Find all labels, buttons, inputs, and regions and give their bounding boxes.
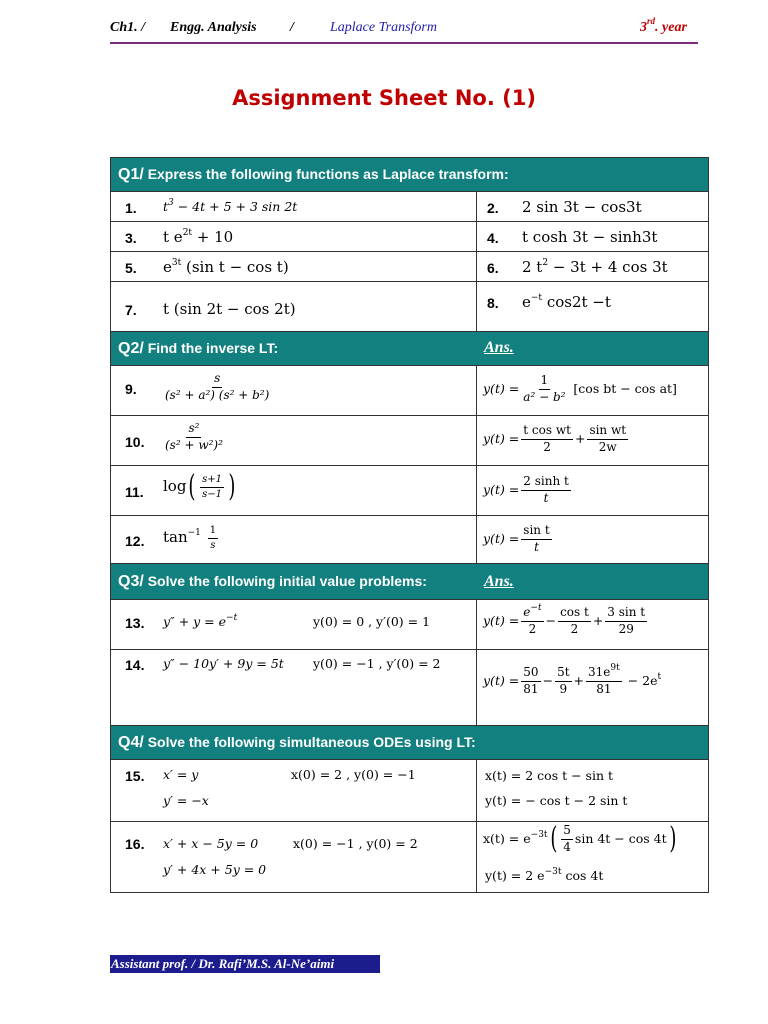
q1-expr-2: 2 sin 3t − cos3t [522,198,642,216]
q2-text: Find the inverse LT: [147,340,279,356]
table-row [111,366,708,416]
q4-ic-15: x(0) = 2 , y(0) = −1 [291,767,416,782]
header-topic: Laplace Transform [330,20,437,35]
q2-ans-10: y(t) = $\frac{\text{t cos wt}}{2}$ + $\frac{\text{sin wt}}{2w}$ [483,423,627,454]
page-header [110,16,696,42]
table-row [111,282,708,332]
q2-expr-12: $\tan^{-1}$ $\frac{1}{s}$ [163,525,217,551]
q2-ans-12: y(t) = $\frac{\text{sin t}}{t}$ [483,523,550,554]
q2-label: Q2/ [118,340,144,357]
table-row [111,222,708,252]
q4-header [111,726,708,760]
q4-ans2-16: y(t) = 2 $e^{-3t}$ cos 4t [485,866,604,883]
q3-ans-label: Ans. [484,573,514,590]
q4-eq1-15: x′ = y [163,767,199,782]
item-number: 14. [125,657,145,673]
q3-eq-14: y″ − 10y′ + 9y = 5t [163,656,284,671]
item-number: 7. [125,302,137,318]
q1-expr-4: t cosh 3t − sinh3t [522,228,658,246]
item-number: 5. [125,260,137,276]
q1-header [111,158,708,192]
header-divider [110,42,698,44]
q4-ic-16: x(0) = −1 , y(0) = 2 [293,836,418,851]
q2-header [111,332,708,366]
table-row [111,192,708,222]
table-row [111,600,708,650]
q1-expr-6: 2 $t^2 - 3t + 4$ cos 3t [522,258,668,276]
q4-eq2-15: y′ = −x [163,793,209,808]
item-number: 15. [125,768,145,784]
item-number: 12. [125,533,145,549]
item-number: 16. [125,836,145,852]
item-number: 2. [487,200,499,216]
q2-ans-11: y(t) = $\frac{\text{2 sinh t}}{t}$ [483,474,569,505]
q4-ans1-15: x(t) = 2 cos t − sin t [485,768,613,783]
q2-expr-11: log( $\frac{s+1}{s-1}$ ) [163,469,236,504]
q1-text: Express the following functions as Laplace transform: [147,166,509,182]
q2-ans-9: y(t) = $\frac{1}{\text{a² − b²}}$ [cos bt − cos at] [483,373,677,404]
q1-expr-3: t $e^{2t} + 10$ [163,228,234,246]
header-chapter: Ch1. / [110,20,146,35]
q4-text: Solve the following simultaneous ODEs using LT: [147,734,476,750]
table-row [111,650,708,726]
item-number: 1. [125,200,137,216]
q1-label: Q1/ [118,166,144,183]
table-row [111,252,708,282]
q3-ans-13: y(t) = $\frac{e^{-t}}{2}$ − $\frac{\text{cos t}}{2}$ + $\frac{\text{3 sin t}}{29}$ [483,603,646,636]
header-separator: / [290,20,294,35]
q4-eq2-16: y′ + 4x + 5y = 0 [163,862,267,877]
page-title: Assignment Sheet No. (1) [232,86,536,110]
item-number: 11. [125,484,144,500]
q3-label: Q3/ [118,573,144,590]
item-number: 13. [125,615,145,631]
q4-eq1-16: x′ + x − 5y = 0 [163,836,259,851]
table-row [111,516,708,564]
table-row [111,416,708,466]
header-subject: Engg. Analysis [170,20,257,35]
table-row [111,822,708,892]
q3-eq-13: $y'' + y = e^{-t}$ [163,612,238,629]
q1-expr-7: t (sin 2t − cos 2t) [163,300,296,318]
q4-ans2-15: y(t) = − cos t − 2 sin t [485,793,628,808]
q2-expr-10: $\frac{\text{s²}}{\text{(s² + w²)²}}$ [165,421,223,452]
q3-ic-14: y(0) = −1 , y′(0) = 2 [313,656,441,671]
item-number: 9. [125,381,137,397]
q2-ans-label: Ans. [484,339,514,356]
q1-expr-5: $e^{3t}$ (sin t − cos t) [163,258,289,276]
assignment-table [110,157,709,893]
q1-expr-8: $e^{-t}$ cos2t −t [522,293,611,311]
q3-header [111,564,708,600]
item-number: 3. [125,230,137,246]
item-number: 10. [125,434,145,450]
author-footer: Assistant prof. / Dr. Rafi’M.S. Al-Ne’aimi [110,955,380,973]
q3-ans-14: y(t) = $\frac{50}{81}$ − $\frac{5t}{9}$ + $\frac{31e^{9t}}{81}$ − $2e^t$ [483,663,662,696]
q2-expr-9: $\frac{s}{\text{(s² + a²) (s² + b²)}}$ [165,371,270,402]
header-year: 3rd. year [640,16,687,35]
q1-expr-1: $t^3 - 4t + 5 + 3$ sin 2t [163,197,298,214]
item-number: 8. [487,295,499,311]
q3-ic-13: y(0) = 0 , y′(0) = 1 [313,614,431,629]
q4-label: Q4/ [118,734,144,751]
q4-ans1-16: $x(t) = e^{-3t}$( $\frac{5}{4}$ sin 4t − cos 4t) [483,821,677,857]
table-row [111,760,708,822]
q3-text: Solve the following initial value problems: [147,573,427,589]
item-number: 6. [487,260,499,276]
item-number: 4. [487,230,499,246]
table-row [111,466,708,516]
